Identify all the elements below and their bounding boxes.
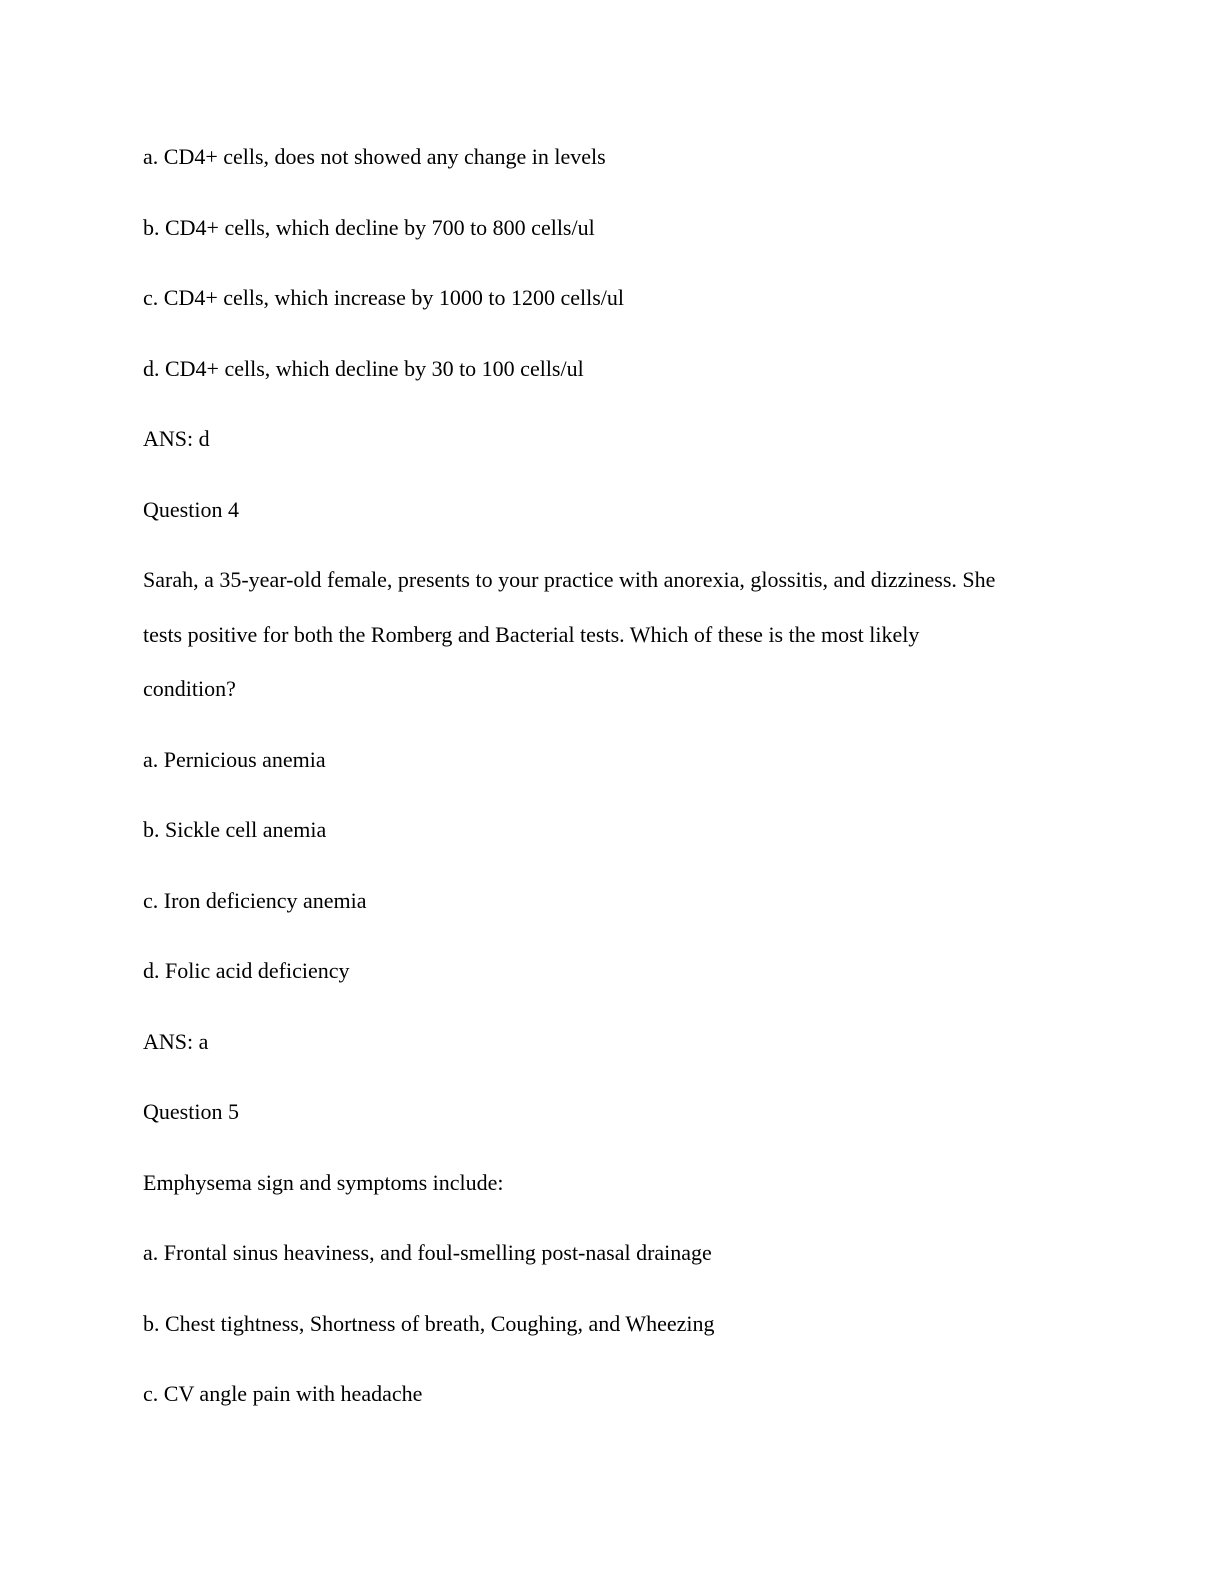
q3-option-b: b. CD4+ cells, which decline by 700 to 800 cells/ul [143, 215, 595, 240]
q3-option-d: d. CD4+ cells, which decline by 30 to 100 cells/ul [143, 356, 584, 381]
q5-stem: Emphysema sign and symptoms include: [143, 1170, 504, 1195]
q4-stem-line-3: condition? [143, 676, 236, 701]
q3-option-a: a. CD4+ cells, does not showed any change in levels [143, 144, 606, 169]
q4-answer: ANS: a [143, 1029, 209, 1054]
q3-answer: ANS: d [143, 426, 210, 451]
q5-option-b: b. Chest tightness, Shortness of breath, Coughing, and Wheezing [143, 1311, 715, 1336]
q4-heading: Question 4 [143, 497, 239, 522]
q4-option-a: a. Pernicious anemia [143, 747, 326, 772]
q4-stem-line-2: tests positive for both the Romberg and Bacterial tests. Which of these is the most likely [143, 622, 920, 647]
q4-option-d: d. Folic acid deficiency [143, 958, 350, 983]
q4-option-c: c. Iron deficiency anemia [143, 888, 367, 913]
q5-option-c: c. CV angle pain with headache [143, 1381, 423, 1406]
q3-option-c: c. CD4+ cells, which increase by 1000 to 1200 cells/ul [143, 285, 625, 310]
q4-option-b: b. Sickle cell anemia [143, 817, 327, 842]
q5-option-a: a. Frontal sinus heaviness, and foul-smelling post-nasal drainage [143, 1240, 712, 1265]
q5-heading: Question 5 [143, 1099, 239, 1124]
q4-stem-line-1: Sarah, a 35-year-old female, presents to your practice with anorexia, glossitis, and dizziness. She [143, 567, 996, 592]
